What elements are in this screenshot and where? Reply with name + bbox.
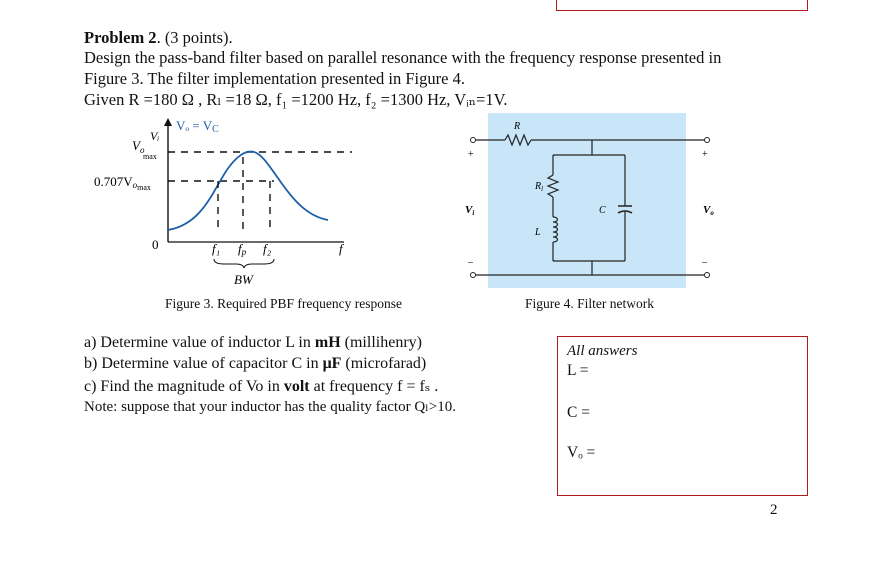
vo-minus: – [702, 257, 707, 268]
vi-minus: – [468, 257, 473, 268]
y-ratio-label: $V_o$ [132, 138, 145, 155]
answer-vo[interactable]: Vₒ = [567, 444, 596, 461]
problem-heading: Problem 2. (3 points). [84, 28, 233, 47]
y-ratio-max: max [143, 152, 157, 161]
bw-label: BW [234, 272, 253, 287]
y-zero-label: 0 [152, 237, 159, 252]
problem-line-2: Figure 3. The filter implementation presented in Figure 4. [84, 69, 465, 88]
f2-label: f₂ [263, 241, 272, 256]
f-axis-label: f [339, 241, 343, 256]
figure4-filter-network [455, 113, 735, 293]
response-curve [168, 152, 328, 230]
answers-title: All answers [567, 343, 638, 359]
page-number: 2 [770, 502, 778, 518]
question-c: c) Find the magnitude of Vo in volt at frequency f = fₛ . [84, 378, 439, 395]
rl-label: $R_l$ [535, 181, 544, 193]
vo-label: Vo [703, 204, 714, 217]
figure4-caption: Figure 4. Filter network [525, 296, 654, 311]
axis-title: Vₒ = VC [176, 118, 219, 135]
y-axis-arrow [164, 118, 172, 126]
y-0707-label: 0.707Vomax [94, 174, 151, 192]
answer-c[interactable]: C = [567, 404, 590, 421]
bw-brace [214, 259, 274, 268]
output-terminal-bottom [705, 273, 710, 278]
note: Note: suppose that your inductor has the quality factor Qₗ>10. [84, 399, 457, 415]
c-label: C [599, 205, 606, 216]
top-answer-box-fragment [556, 0, 808, 11]
vo-plus: + [702, 149, 708, 160]
l-label: L [535, 227, 541, 238]
input-terminal-bottom [471, 273, 476, 278]
input-terminal-top [471, 138, 476, 143]
fp-label: fp [238, 241, 247, 257]
problem-given: Given R =180 Ω , Rₗ =18 Ω, f₁ =1200 Hz, f₂ =1300 Hz, Vᵢₙ=1V. [84, 90, 508, 109]
r-label: R [514, 121, 521, 132]
vi-plus: + [468, 149, 474, 160]
problem-line-1: Design the pass-band filter based on parallel resonance with the frequency response presented in [84, 48, 722, 67]
question-b: b) Determine value of capacitor C in μF (microfarad) [84, 355, 427, 372]
y-ratio-denominator: Vᵢ [150, 129, 160, 143]
answer-box[interactable] [557, 336, 808, 496]
vi-label: Vi [465, 204, 475, 217]
f1-label: f₁ [212, 241, 221, 256]
answer-l[interactable]: L = [567, 362, 589, 379]
figure3-caption: Figure 3. Required PBF frequency response [165, 296, 402, 311]
question-a: a) Determine value of inductor L in mH (millihenry) [84, 334, 422, 351]
output-terminal-top [705, 138, 710, 143]
figure3-frequency-response [84, 112, 384, 292]
